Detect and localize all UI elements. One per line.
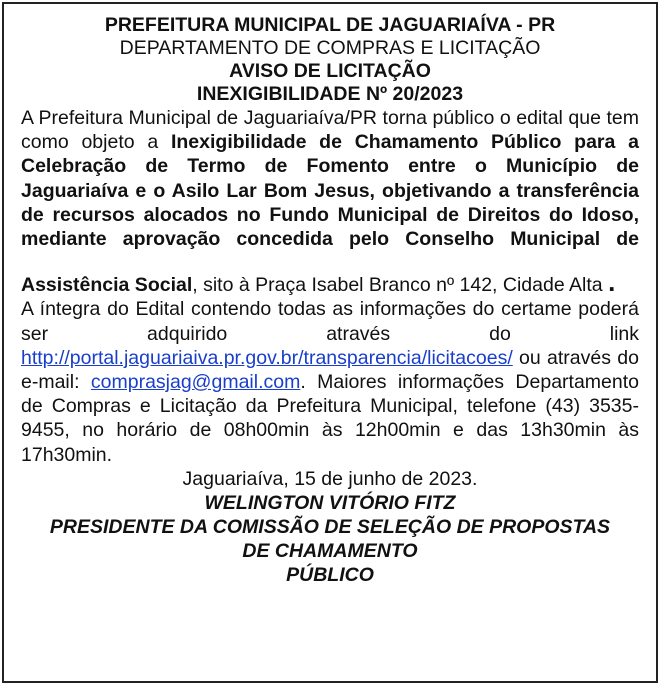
address-text: , sito à Praça Isabel Branco nº 142, Cidade Alta — [192, 274, 603, 297]
email-link[interactable]: comprasjag@gmail.com — [90, 371, 301, 394]
council-text: Assistência Social — [21, 274, 193, 297]
end-dot: . — [608, 267, 616, 298]
signatory-name: WELINGTON VITÓRIO FITZ — [204, 491, 456, 514]
notice-number: INEXIGIBILIDADE Nº 20/2023 — [196, 83, 464, 105]
info-text-2: ou através do e-mail: — [21, 346, 639, 394]
intro-text: A Prefeitura Municipal de Jaguariaíva/PR torna público o edital que tem como objeto a — [21, 107, 639, 154]
signatory-title-1: PRESIDENTE DA COMISSÃO DE SELEÇÃO DE PROPOSTAS — [49, 515, 611, 538]
portal-link[interactable]: http://portal.jaguariaiva.pr.gov.br/transparencia/licitacoes/ — [21, 346, 513, 369]
info-text-1: A íntegra do Edital contendo todas as informações do certame poderá ser adquirido através do link — [21, 298, 639, 345]
address-paragraph — [21, 267, 639, 298]
info-text-3: . Maiores informações Departamento de Compras e Licitação da Prefeitura Municipal, telefone (43) 3535-9455, no horário de 08h00min às 12h00min e das 13h30min às 17h30min. — [21, 371, 639, 466]
signatory-title-2: DE CHAMAMENTO — [242, 539, 418, 562]
signatory-title-3: PÚBLICO — [286, 563, 374, 586]
date-line: Jaguariaíva, 15 de junho de 2023. — [182, 467, 478, 490]
object-paragraph — [21, 106, 639, 251]
notice-title: AVISO DE LICITAÇÃO — [229, 60, 431, 82]
department-heading: DEPARTAMENTO DE COMPRAS E LICITAÇÃO — [119, 37, 541, 59]
object-text: Inexigibilidade de Chamamento Público para a Celebração de Termo de Fomento entre o Município de Jaguariaíva e o Asilo Lar Bom Jesus, objetivando a transferência de recursos alocados no Fundo Municipal de Direitos do Idoso, mediante aprovação concedida pelo Conselho Municipal de — [21, 131, 639, 251]
notice-content — [21, 14, 639, 587]
info-paragraph — [21, 297, 639, 466]
municipality-heading: PREFEITURA MUNICIPAL DE JAGUARIAÍVA - PR — [104, 14, 556, 36]
paragraph-gap — [21, 251, 639, 273]
